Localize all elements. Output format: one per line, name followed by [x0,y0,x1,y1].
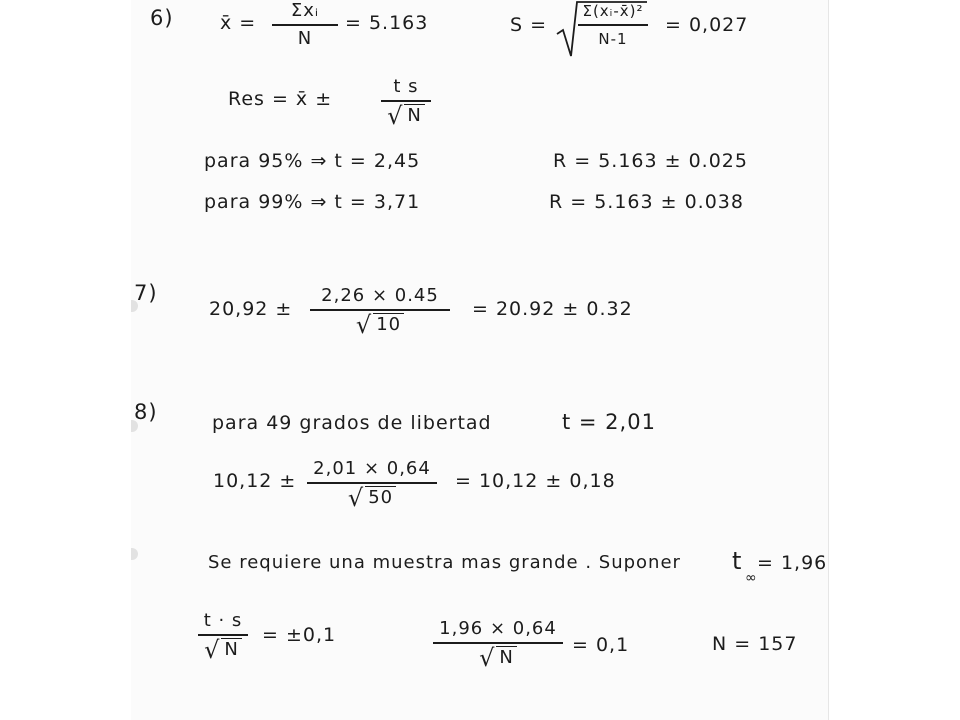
p8-degrees-line: para 49 grados de libertad [212,412,492,434]
mean-denominator: N [297,27,313,49]
s-lhs: S = [510,14,548,36]
paper-edge [828,0,829,720]
t-infinity: t [732,547,743,575]
eq1-numerator: t · s [203,610,243,631]
fraction-bar [578,24,648,26]
mean-lhs: x̄ = [220,12,257,34]
p8-lhs: 10,12 ± [213,470,297,492]
fraction-bar [310,309,450,311]
eq2-numerator: 1,96 × 0,64 [439,618,557,639]
p7-numerator: 2,26 × 0.45 [321,285,439,306]
res-numerator: t s [393,76,419,97]
p8-fraction [307,458,437,512]
p8-sample-line: Se requiere una muestra mas grande . Suponer [208,552,681,573]
result-99: R = 5.163 ± 0.038 [549,191,744,213]
res-lhs: Res = x̄ ± [228,88,333,110]
p8-denominator: √ 50 [348,486,396,509]
p7-denominator: √ 10 [356,313,404,336]
problem-7-number: 7) [134,281,158,305]
sqrt-icon: √ [347,483,365,512]
eq2-denominator: √ N [479,646,517,669]
line-99: para 99% ⇒ t = 3,71 [204,191,421,213]
eq2-fraction [433,618,563,672]
s-numerator: Σ(xᵢ-x̄)² [582,2,644,20]
fraction-bar [433,642,563,644]
fraction-bar [272,24,338,26]
eq2-rhs: = 0,1 [572,634,630,656]
final-result: N = 157 [712,633,798,655]
sqrt-icon: √ [355,310,373,339]
mean-fraction [272,0,338,50]
sqrt-icon: √ [479,643,496,672]
problem-8-number: 8) [134,400,158,424]
s-rhs: = 0,027 [665,14,749,36]
eq1-fraction [198,610,248,664]
p8-rhs: = 10,12 ± 0,18 [455,470,616,492]
problem-6-number: 6) [150,6,174,30]
s-denominator: N-1 [598,29,628,48]
eq1-rhs: = ±0,1 [262,624,337,646]
s-fraction [578,0,648,50]
sqrt-icon: √ [387,101,404,130]
line-95: para 95% ⇒ t = 2,45 [204,150,421,172]
mean-numerator: Σxᵢ [290,0,320,21]
p8-t-value: t = 2,01 [562,410,656,434]
p7-lhs: 20,92 ± [209,298,293,320]
result-95: R = 5.163 ± 0.025 [553,150,748,172]
p7-fraction [310,285,450,339]
fraction-bar [307,482,437,484]
sqrt-icon: √ [204,635,221,664]
infinity-subscript: ∞ [745,570,758,586]
mean-rhs: = 5.163 [345,12,429,34]
res-denominator: √ N [387,104,425,127]
t-infinity-value: = 1,96 [757,552,828,574]
eq1-denominator: √ N [204,638,242,661]
p7-rhs: = 20.92 ± 0.32 [472,298,633,320]
res-fraction [381,76,431,130]
p8-numerator: 2,01 × 0,64 [313,458,431,479]
